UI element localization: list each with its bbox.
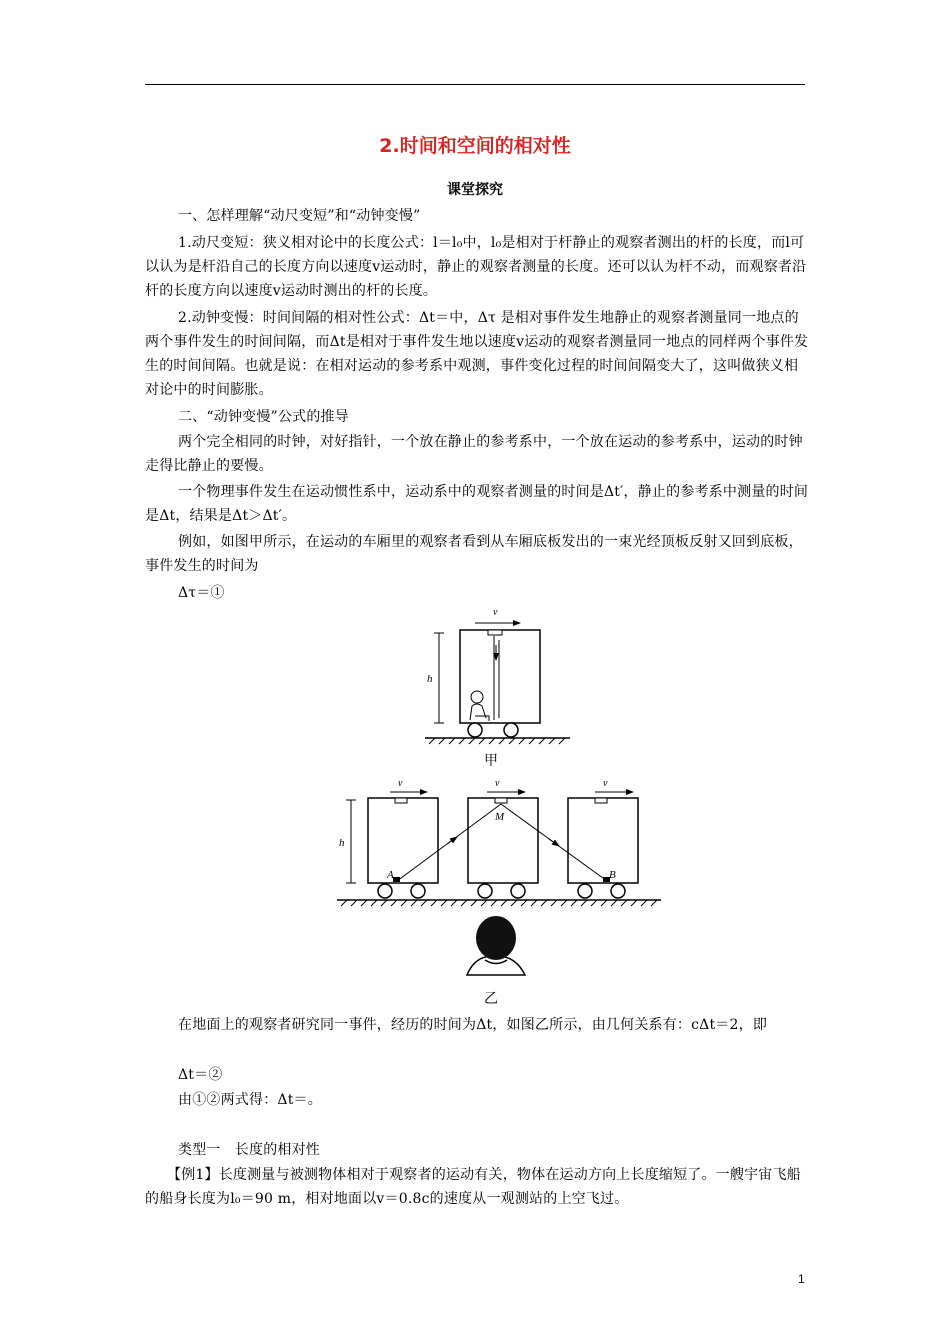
page-number: 1 [798,1272,805,1286]
velocity-label: v [493,607,498,618]
example-1: 【例1】长度测量与被测物体相对于观察者的运动有关，物体在运动方向上长度缩短了。一艘宇宙飞船的船身长度为l₀＝90 m，相对地面以v＝0.8c的速度从一观测站的上空飞过。 [145,1167,801,1207]
velocity-label: v [398,778,403,789]
figure-yi [335,770,665,985]
caption-yi: 乙 [484,991,498,1007]
point-m-label: M [495,811,505,823]
section-title: 2.时间和空间的相对性 [379,135,571,157]
equation-combined: 由①②两式得：Δt＝。 [178,1092,322,1108]
paragraph-ground-observer: 在地面上的观察者研究同一事件，经历的时间为Δt，如图乙所示，由几何关系有：cΔt＝2，即 [178,1017,768,1033]
point-a-marker [393,877,400,882]
wheel [468,723,482,737]
header-rule [145,84,805,85]
point-a-label: A [387,869,394,881]
train-car-2 [468,778,538,898]
paragraph-event: 一个物理事件发生在运动惯性系中，运动系中的观察者测量的时间是Δt′，静止的参考系中测量的时间是Δt，结果是Δt＞Δt′。 [145,484,809,524]
paragraph-example: 例如，如图甲所示，在运动的车厢里的观察者看到从车厢底板发出的一束光经顶板反射又回到底板，事件发生的时间为 [145,534,803,574]
paragraph-time-dilation: 2.动钟变慢：时间间隔的相对性公式：Δt＝中，Δτ 是相对事件发生地静止的观察者测量同一地点的两个事件发生的时间间隔，而Δt是相对于事件发生地以速度v运动的观察者测量同一地点的同样两个事件发生的时间间隔。也就是说：在相对运动的参考系中观测，事件变化过程的时间间隔变大了，这叫做狭义相对论中的时间膨胀。 [145,310,809,398]
train-car-1 [368,778,438,898]
mirror [488,630,502,635]
heading-1: 一、怎样理解“动尺变短”和“动钟变慢” [178,208,421,224]
heading-2: 二、“动钟变慢”公式的推导 [178,409,349,425]
paragraph-length-contraction: 1.动尺变短：狭义相对论中的长度公式：l＝l₀中，l₀是相对于杆静止的观察者测出的杆的长度，而l可以认为是杆沿自己的长度方向以速度v运动时，静止的观察者测量的长度。还可以认为杆不动，而观察者沿杆的长度方向以速度v运动时测出的杆的长度。 [145,235,807,299]
figure-jia [415,600,575,750]
type-heading: 类型一 长度的相对性 [178,1142,320,1158]
velocity-label: v [495,778,500,789]
height-label: h [339,837,345,849]
caption-jia: 甲 [484,753,498,769]
ground-observer [467,916,525,975]
velocity-label: v [603,778,608,789]
equation-1: Δτ＝① [178,585,225,601]
wheel [504,723,518,737]
height-label: h [427,673,433,685]
point-b-label: B [609,869,616,881]
equation-2: Δt＝② [178,1067,223,1083]
section-subtitle: 课堂探究 [447,182,503,198]
paragraph-clocks: 两个完全相同的时钟，对好指针，一个放在静止的参考系中，一个放在运动的参考系中，运动的时钟走得比静止的要慢。 [145,434,803,474]
